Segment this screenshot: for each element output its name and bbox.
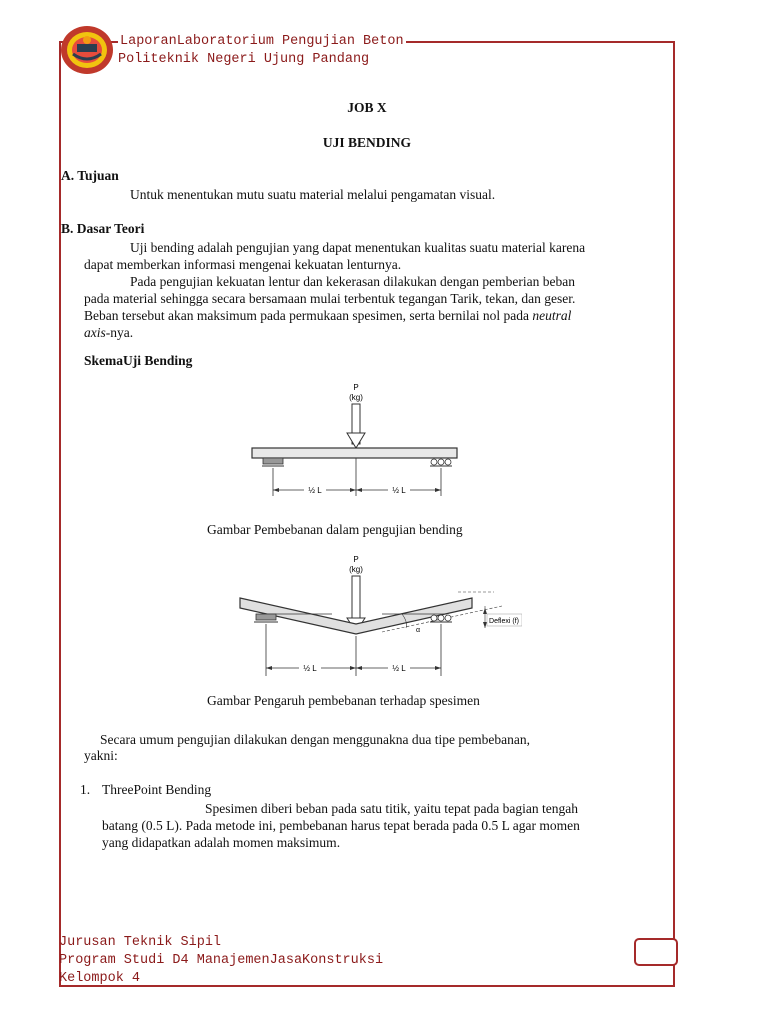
fig2-load-label: P xyxy=(353,555,359,564)
section-b-p2-line4-text: -nya. xyxy=(105,325,134,340)
institution-logo xyxy=(59,24,115,76)
section-b-p2-line3 xyxy=(84,307,571,324)
figure1-caption: Gambar Pembebanan dalam pengujian bending xyxy=(207,522,463,537)
list-item-line3: yang didapatkan adalah momen maksimum. xyxy=(102,835,341,850)
section-b-heading: B. Dasar Teori xyxy=(61,221,145,236)
skema-heading: SkemaUji Bending xyxy=(84,353,193,368)
fig1-load-unit: (kg) xyxy=(349,393,363,402)
fig1-load-label: P xyxy=(353,383,359,392)
footer-group: Kelompok 4 xyxy=(59,971,141,986)
fig2-load-unit: (kg) xyxy=(349,565,363,574)
fig2-support-right xyxy=(430,615,452,622)
section-b-p2-line2: pada material sehingga secara bersamaan mulai terbentuk tegangan Tarik, tekan, dan geser. xyxy=(84,291,576,306)
fig2-dim-right: ½ L xyxy=(392,664,406,673)
list-item-line1: Spesimen diberi beban pada satu titik, yaitu tepat pada bagian tengah xyxy=(205,801,579,816)
fig1-support-right xyxy=(430,459,452,466)
figure2-caption: Gambar Pengaruh pembebanan terhadap spesimen xyxy=(207,693,480,708)
figure-beam-loading xyxy=(240,378,472,500)
fig1-load-arrow xyxy=(347,433,365,448)
page-number-box xyxy=(634,938,678,966)
footer-department: Jurusan Teknik Sipil xyxy=(59,935,222,950)
fig1-support-left xyxy=(262,458,284,466)
term-neutral: neutral xyxy=(532,308,572,323)
fig2-deflection-label: Deflexi (f) xyxy=(489,618,519,625)
intro-line1: Secara umum pengujian dilakukan dengan menggunakna dua tipe pembebanan, xyxy=(100,732,530,747)
section-b-p2-line1: Pada pengujian kekuatan lentur dan kekerasan dilakukan dengan pemberian beban xyxy=(130,274,575,289)
page-subtitle: UJI BENDING xyxy=(322,135,412,150)
header-institution: Politeknik Negeri Ujung Pandang xyxy=(118,52,370,67)
fig2-support-left xyxy=(254,614,278,622)
page-title: JOB X xyxy=(347,100,387,115)
fig2-angle-label: α xyxy=(416,627,421,634)
section-b-p2-line3-text: Beban tersebut akan maksimum pada permukaan spesimen, serta bernilai nol pada xyxy=(84,308,533,323)
list-item-number: 1. xyxy=(80,782,91,797)
section-a-heading: A. Tujuan xyxy=(61,168,119,183)
header-lab-title: LaporanLaboratorium Pengujian Beton xyxy=(120,34,404,49)
list-item-line2: batang (0.5 L). Pada metode ini, pembebanan harus tepat berada pada 0.5 L agar momen xyxy=(102,818,580,833)
list-item-title: ThreePoint Bending xyxy=(102,782,212,797)
fig1-dim-right: ½ L xyxy=(392,486,406,495)
figure-beam-deflection xyxy=(232,552,522,680)
footer-program: Program Studi D4 ManajemenJasaKonstruksi xyxy=(59,953,384,968)
section-b-p1-line1: Uji bending adalah pengujian yang dapat menentukan kualitas suatu material karena xyxy=(130,240,586,255)
section-a-text: Untuk menentukan mutu suatu material melalui pengamatan visual. xyxy=(130,187,496,202)
term-axis: axis xyxy=(84,325,106,340)
section-b-p2-line4 xyxy=(84,324,133,341)
fig1-dim-left: ½ L xyxy=(308,486,322,495)
intro-line2: yakni: xyxy=(84,748,118,763)
fig1-beam xyxy=(252,448,457,458)
fig2-dim-left: ½ L xyxy=(303,664,317,673)
section-b-p1-line2: dapat memberkan informasi mengenai kekuatan lenturnya. xyxy=(84,257,402,272)
